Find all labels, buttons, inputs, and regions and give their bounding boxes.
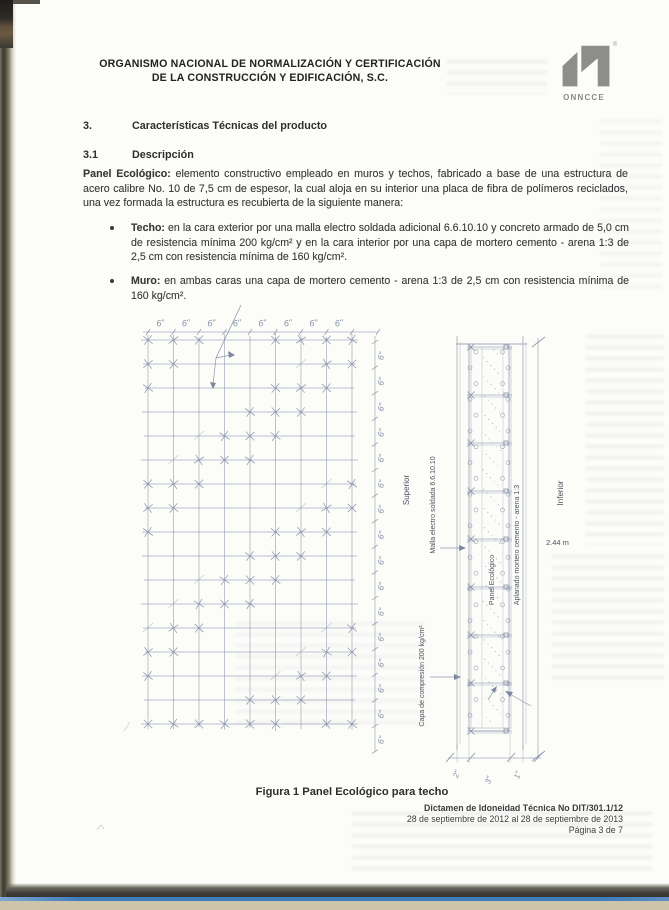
bullet-body: en la cara exterior por una malla electro soldada adicional 6.6.10.10 y concreto armado de 5,0 cm de resistencia mínima 200 kg/cm² y en la cara interior por una capa de mortero cemento - arena 1:3 de 2,5 cm con resistencia mínima de 160 kg/cm². xyxy=(131,222,629,263)
org-title-line2: DE LA CONSTRUCCIÓN Y EDIFICACIÓN, S.C. xyxy=(151,71,389,84)
svg-text:6": 6" xyxy=(375,581,387,592)
svg-text:6": 6" xyxy=(375,530,387,541)
svg-text:6": 6" xyxy=(375,478,387,490)
svg-text:6": 6" xyxy=(283,317,293,329)
svg-text:6": 6" xyxy=(375,350,387,362)
label-inferior: Inferior xyxy=(556,480,565,506)
onncce-logo-text: ONNCCE xyxy=(563,93,605,102)
svg-text:1": 1" xyxy=(512,770,524,781)
svg-text:6": 6" xyxy=(375,658,387,669)
svg-text:6": 6" xyxy=(206,317,217,329)
label-aplanado: Aplanado mortero cemento - arena 1:3 xyxy=(514,484,521,606)
svg-text:6": 6" xyxy=(375,555,387,566)
svg-text:6": 6" xyxy=(375,427,387,438)
section-title: Descripción xyxy=(132,149,194,161)
bullet-lead: Techo: xyxy=(131,222,165,234)
svg-text:6": 6" xyxy=(334,317,344,329)
footer-validity: 28 de septiembre de 2012 al 28 de septiembre de 2013 xyxy=(406,813,623,824)
svg-text:2": 2" xyxy=(451,769,463,780)
label-capa: Capa de compresión 200 kg/cm² xyxy=(419,625,426,727)
svg-text:6": 6" xyxy=(375,683,387,694)
svg-text:6": 6" xyxy=(155,317,166,329)
svg-text:6": 6" xyxy=(257,317,268,329)
bullet-techo xyxy=(83,221,629,265)
svg-text:6": 6" xyxy=(232,317,242,329)
svg-text:6": 6" xyxy=(375,504,387,515)
figure-caption: Figura 1 Panel Ecológico para techo xyxy=(255,786,449,798)
svg-text:6": 6" xyxy=(375,734,387,746)
page-footer xyxy=(407,803,623,835)
scan-corner-mark xyxy=(0,0,13,48)
svg-text:6": 6" xyxy=(375,632,387,643)
bullet-dot xyxy=(110,226,114,230)
bullet-body: en ambas caras una capa de mortero cemento - arena 1:3 de 2,5 cm con resistencia mínima de 160 kg/cm². xyxy=(131,275,629,302)
svg-text:6": 6" xyxy=(375,606,387,618)
footer-page-number: Página 3 de 7 xyxy=(568,824,623,835)
registered-trademark: ® xyxy=(612,42,617,48)
svg-text:3": 3" xyxy=(483,775,495,786)
onncce-logo xyxy=(555,42,617,102)
scan-edge-bottom xyxy=(6,883,669,897)
label-total-height: 2.44 m xyxy=(546,538,569,547)
bullet-lead: Muro: xyxy=(131,275,161,287)
svg-text:6": 6" xyxy=(181,317,191,329)
svg-text:6": 6" xyxy=(308,317,319,329)
svg-text:6": 6" xyxy=(375,376,387,387)
section-number: 3. xyxy=(83,120,93,132)
description-lead: Panel Ecológico: xyxy=(83,168,171,180)
description-paragraph xyxy=(83,167,628,211)
onncce-logo-icon xyxy=(561,45,611,87)
svg-text:6": 6" xyxy=(375,453,387,464)
label-malla: Malla electro soldada 6.6.10.10 xyxy=(430,456,437,554)
bullet-muro xyxy=(83,274,629,303)
section-heading-3 xyxy=(83,120,327,132)
label-superior: Superior xyxy=(402,474,411,506)
svg-text:6": 6" xyxy=(375,709,387,720)
label-panel-ecologico: Panel Ecológico xyxy=(489,554,496,606)
org-title xyxy=(90,58,450,85)
section-heading-3-1 xyxy=(83,149,194,161)
svg-text:6": 6" xyxy=(375,402,387,413)
bullet-dot xyxy=(110,279,114,283)
section-number: 3.1 xyxy=(83,149,99,161)
description-body: elemento constructivo empleado en muros y techos, fabricado a base de una estructura de acero calibre No. 10 de 7,5 cm de espesor, la cual aloja en su interior una placa de fibra de polímeros reciclados, una vez formada la estructura es recubierta de la siguiente manera: xyxy=(83,168,628,210)
footer-dictamen: Dictamen de Idoneidad Técnica No DIT/301.1/12 xyxy=(424,803,623,813)
scan-edge-background xyxy=(0,901,669,910)
scan-edge-left xyxy=(0,0,16,898)
section-title: Características Técnicas del producto xyxy=(132,120,328,132)
org-title-line1: ORGANISMO NACIONAL DE NORMALIZACIÓN Y CERTIFICACIÓN xyxy=(99,58,441,70)
